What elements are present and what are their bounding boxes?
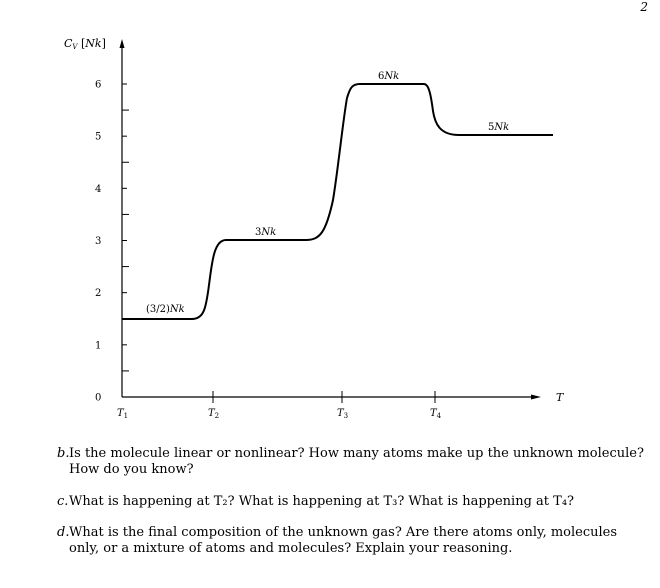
question-b-letter: b. [57,446,70,461]
y-tick-label: 1 [95,340,102,352]
question-c [57,494,647,510]
x-axis-arrow [531,395,541,400]
question-d-text: What is the final composition of the unknown gas? Are there atoms only, molecules [69,525,618,540]
question-d-text-2: only, or a mixture of atoms and molecules? Explain your reasoning. [69,541,513,556]
plateau-label-3-2-nk: (3/2)Nk [146,304,185,315]
plateau-label-5nk: 5Nk [488,122,510,133]
x-tick-label: $T_1$ [117,408,129,420]
cv-curve [122,84,553,319]
y-ticks [95,80,129,404]
y-tick-label: 2 [95,288,102,300]
question-b [57,446,647,478]
x-tick-label: $T_2$ [208,408,220,420]
question-c-letter: c. [57,494,69,509]
question-b-text: Is the molecule linear or nonlinear? How many atoms make up the unknown molecule? [69,446,644,461]
x-axis-label: T [556,391,564,404]
page-number: 2 [640,0,648,14]
y-tick-label: 4 [95,183,102,195]
y-tick-label: 6 [95,79,102,91]
y-tick-label: 3 [95,236,102,247]
x-tick-label: $T_3$ [337,408,349,420]
y-tick-label: 0 [95,392,102,404]
y-axis-arrow [120,39,125,48]
y-axis-label: CV [Nk] [64,37,106,51]
question-b-text-2: How do you know? [69,462,194,477]
x-ticks [117,391,442,420]
question-c-text: What is happening at T₂? What is happening at T₃? What is happening at T₄? [69,494,575,509]
plateau-label-6nk: 6Nk [378,71,400,82]
question-d-letter: d. [57,525,70,540]
question-d [57,525,647,557]
plateau-label-3nk: 3Nk [255,227,277,238]
x-tick-label: $T_4$ [430,408,442,420]
y-tick-label: 5 [95,131,102,143]
